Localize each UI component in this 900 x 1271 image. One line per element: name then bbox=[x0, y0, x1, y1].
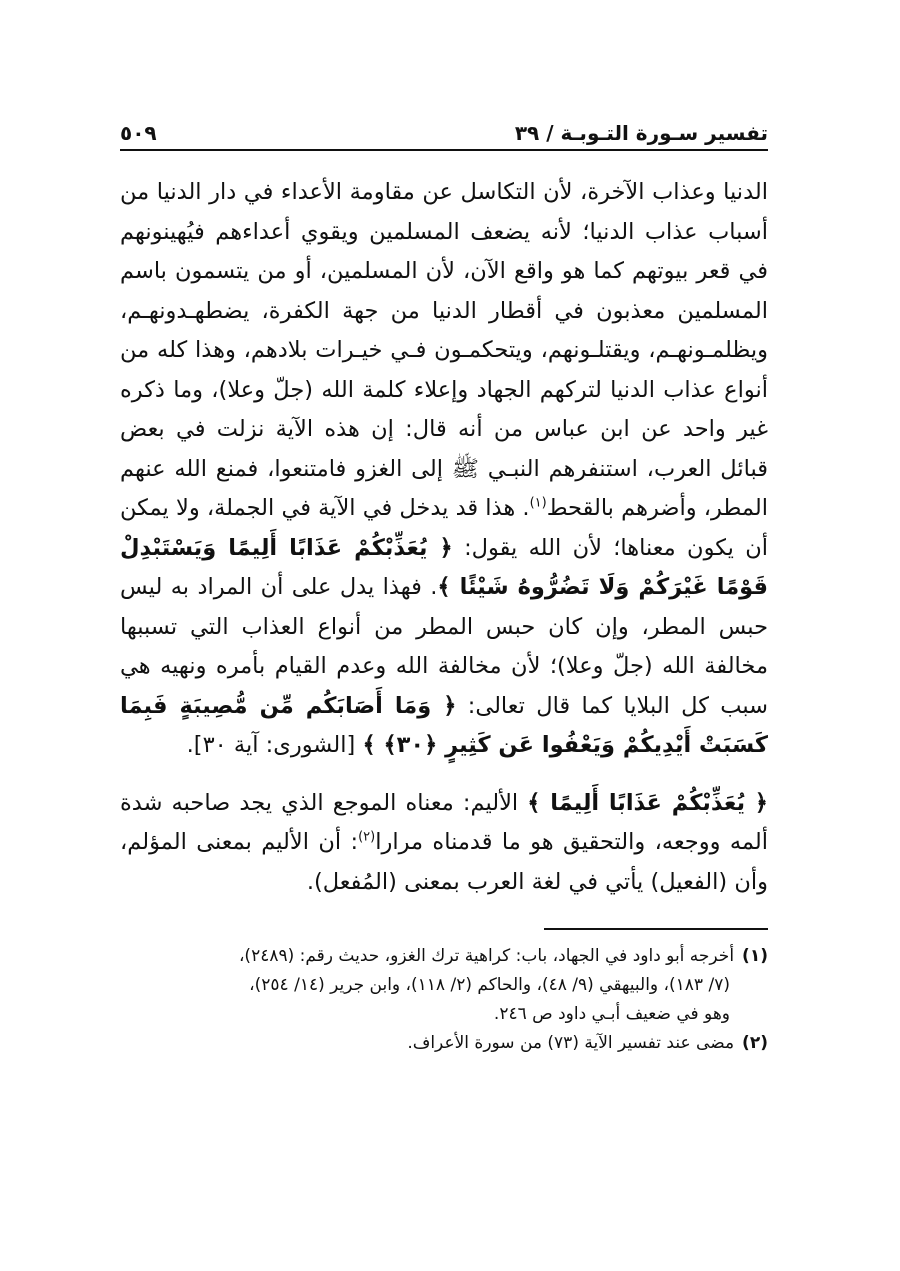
footnote-separator bbox=[544, 928, 768, 930]
main-text bbox=[120, 173, 768, 902]
footnote-text: مضى عند تفسير الآية (٧٣) من سورة الأعراف. bbox=[407, 1033, 735, 1053]
footnote-text: وهو في ضعيف أبـي داود ص ٢٤٦. bbox=[493, 1004, 730, 1024]
p1-text-3: . فهذا يدل على أن المراد به ليس حبس المطر، وإن كان حبس المطر من أنواع العذاب التي تسببها مخالفة الله (جلّ وعلا)؛ لأن مخالفة الله وعدم القيام بأمره ونهيه هي سبب كل البلايا كما قال تعالى: bbox=[120, 574, 768, 719]
page-number: ٥٠٩ bbox=[120, 121, 157, 145]
p1-text-1: الدنيا وعذاب الآخرة، لأن التكاسل عن مقاومة الأعداء في دار الدنيا من أسباب عذاب الدنيا؛ لأنه يضعف المسلمين ويقوي أعداءهم فيُهينونهم في قعر بيوتهم كما هو واقع الآن، لأن المسلمين، أو من يتسمون باسم المسلمين معذبون في أقطار الدنيا من جهة الكفرة، يضطهـدونهـم، ويظلمـونهـم، ويقتلـونهم، ويتحكمـون فـي خيـرات بلادهم، وهذا كله من أنواع عذاب الدنيا لتركهم الجهاد وإعلاء كلمة الله (جلّ وعلا)، وما ذكره غير واحد عن ابن عباس من أنه قال: إن هذه الآية نزلت في بعض قبائل العرب، استنفرهم النبـي ﷺ إلى الغزو فامتنعوا، فمنع الله عنهم المطر، وأضرهم بالقحط bbox=[120, 179, 769, 521]
p2-text-2: : أن الأليم بمعنى المؤلم، وأن (الفعيل) يأتي في لغة العرب بمعنى (المُفعل). bbox=[120, 829, 768, 895]
p2-text-1: الأليم: معناه الموجع الذي يجد صاحبه شدة ألمه ووجعه، والتحقيق هو ما قدمناه مرارا bbox=[120, 789, 768, 855]
footnote-ref-2: (٢) bbox=[358, 829, 376, 845]
paragraph-2 bbox=[120, 784, 768, 903]
p1-text-2: . هذا قد يدخل في الآية في الجملة، ولا يمكن أن يكون معناها؛ لأن الله يقول: bbox=[120, 495, 769, 561]
footnote-1 bbox=[120, 942, 768, 1029]
p1-citation: [الشورى: آية ٣٠]. bbox=[186, 732, 356, 758]
quran-verse-3: ﴿ يُعَذِّبْكُمْ عَذَابًا أَلِيمًا ﴾ bbox=[527, 789, 768, 816]
book-page bbox=[120, 105, 768, 1058]
footnotes bbox=[120, 942, 768, 1058]
footnote-number: (٢) bbox=[742, 1033, 768, 1053]
page-header bbox=[120, 105, 768, 145]
quran-verse-1: ﴿ يُعَذِّبْكُمْ عَذَابًا أَلِيمًا وَيَسْتَبْدِلْ قَوْمًا غَيْرَكُمْ وَلَا تَضُرُّوهُ شَيْئًا ﴾ bbox=[120, 534, 768, 600]
footnote-ref-1: (١) bbox=[529, 495, 547, 511]
footnote-2 bbox=[120, 1029, 768, 1058]
footnote-text: أخرجه أبو داود في الجهاد، باب: كراهية ترك الغزو، حديث رقم: (٢٤٨٩)، bbox=[238, 946, 735, 966]
footnote-number: (١) bbox=[742, 946, 768, 966]
paragraph-1 bbox=[120, 173, 768, 766]
header-rule bbox=[120, 149, 768, 151]
running-title: تفسير سـورة التـوبـة / ٣٩ bbox=[514, 121, 768, 145]
quran-verse-2: ﴿ وَمَا أَصَابَكُم مِّن مُّصِيبَةٍ فَبِمَا كَسَبَتْ أَيْدِيكُمْ وَيَعْفُوا عَن كَثِيرٍ ﴿٣٠﴾ ﴾ bbox=[120, 692, 768, 758]
footnote-text: (٧/ ١٨٣)، والبيهقي (٩/ ٤٨)، والحاكم (٢/ ١١٨)، وابن جرير (١٤/ ٢٥٤)، bbox=[249, 975, 730, 995]
